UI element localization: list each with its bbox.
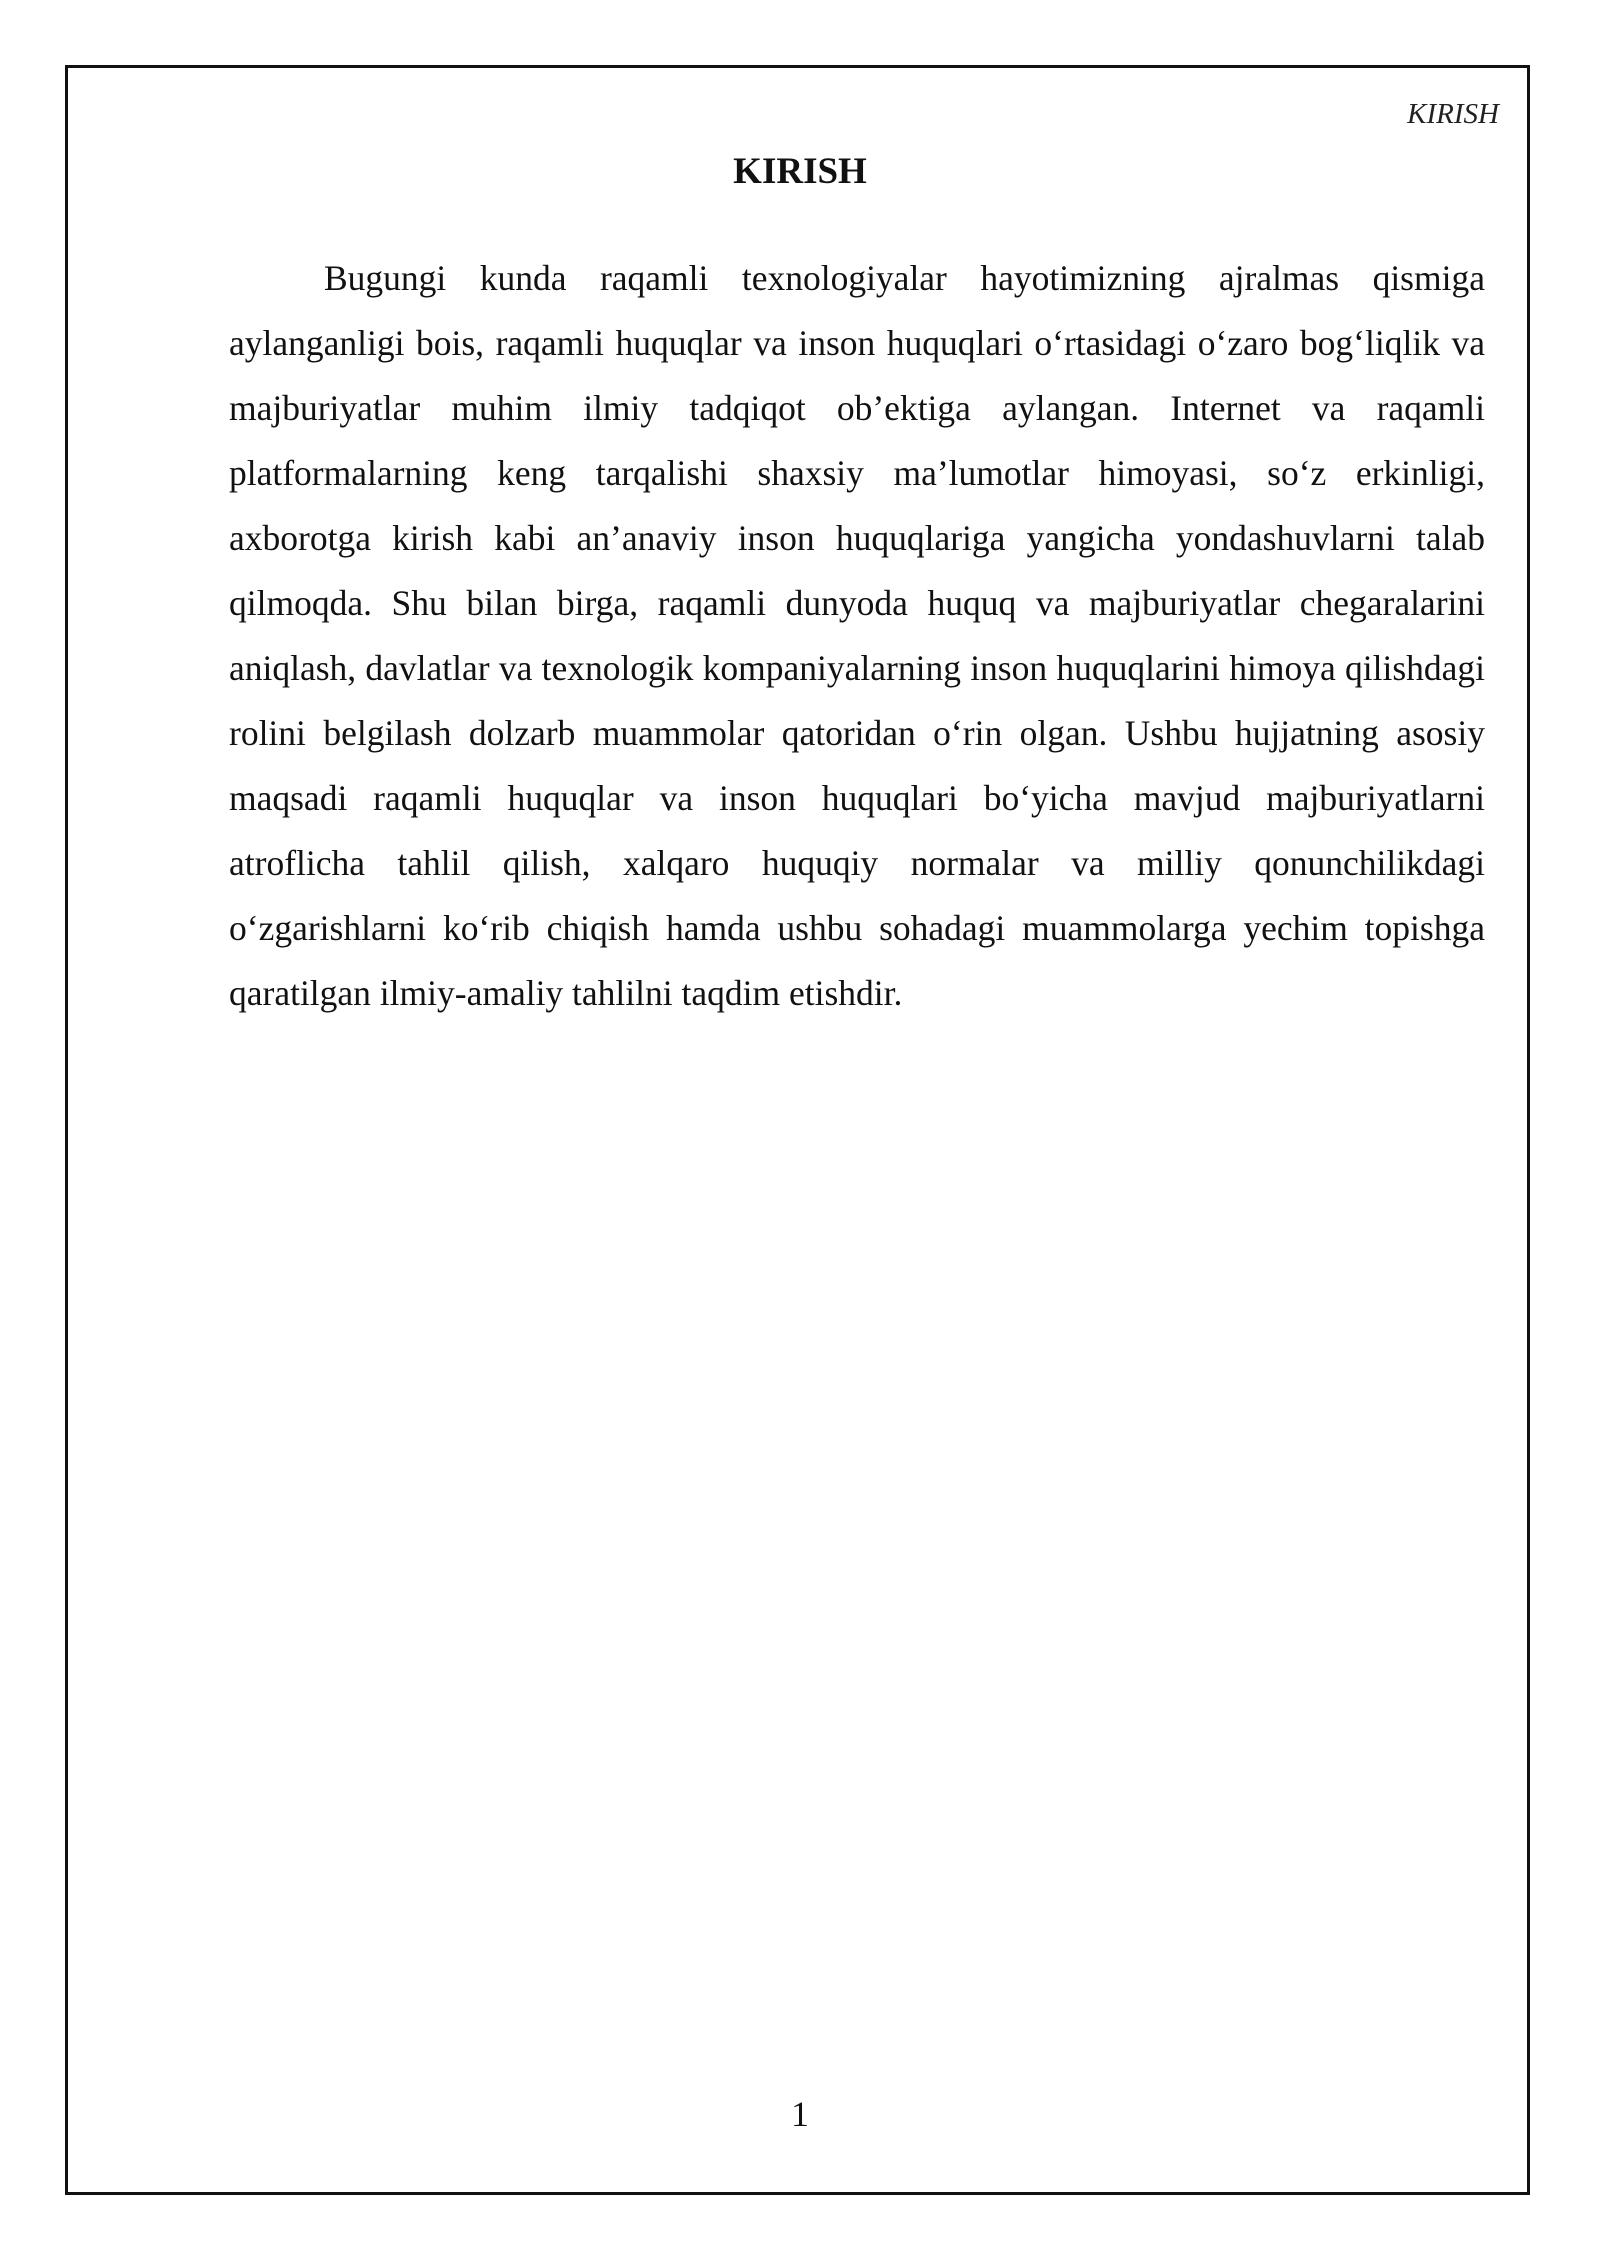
body-paragraph: Bugungi kunda raqamli texnologiyalar hayotimizning ajralmas qismiga aylanganligi bois, raqamli huquqlar va inson huquqlari o‘rtasidagi o‘zaro bog‘liqlik va majburiyatlar muhim ilmiy tadqiqot ob’ektiga aylangan. Internet va raqamli platformalarning keng tarqalishi shaxsiy ma’lumotlar himoyasi, so‘z erkinligi, axborotga kirish kabi an’anaviy inson huquqlariga yangicha yondashuvlarni talab qilmoqda. Shu bilan birga, raqamli dunyoda huquq va majburiyatlar chegaralarini aniqlash, davlatlar va texnologik kompaniyalarning inson huquqlarini himoya qilishdagi rolini belgilash dolzarb muammolar qatoridan o‘rin olgan. Ushbu hujjatning asosiy maqsadi raqamli huquqlar va inson huquqlari bo‘yicha mavjud majburiyatlarni atroflicha tahlil qilish, xalqaro huquqiy normalar va milliy qonunchilikdagi o‘zgarishlarni ko‘rib chiqish hamda ushbu sohadagi muammolarga yechim topishga qaratilgan ilmiy-amaliy tahlilni taqdim etishdir.	[229, 258, 1485, 1013]
page-title: KIRISH	[733, 151, 867, 192]
running-header: KIRISH	[1407, 98, 1499, 130]
page-number: 1	[791, 2094, 809, 2134]
